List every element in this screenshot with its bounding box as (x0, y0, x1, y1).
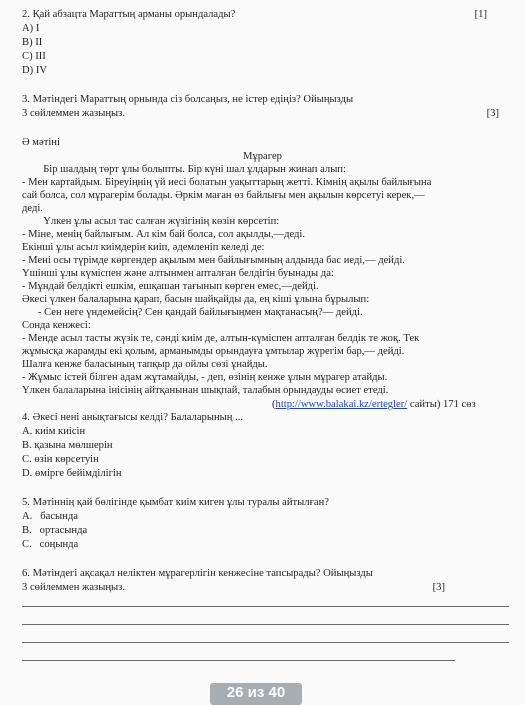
q3-line-2: 3 сөйлеммен жазыңыз. (22, 108, 125, 119)
story-line: сай болса, сол мұрагерім болады. Әркім маған өз байлығы мен ақылын көрсетуі керек,— (22, 190, 425, 201)
story-line: Шалға кенже баласының тапқыр да ойлы сөзі ұнайды. (22, 359, 268, 370)
q6-line-1: 6. Мәтіндегі ақсақал неліктен мұрагерлігін кенжесіне тапсырады? Ойыңызды (22, 568, 373, 579)
source-link[interactable]: http://www.balakai.kz/ertegler/ (275, 399, 408, 410)
story-line: - Мені осы түрімде көргендер ақылым мен байлығымның алдында бас иеді,— дейді. (22, 255, 405, 266)
q4-option-d: D. өмірге бейімділігін (22, 468, 122, 479)
answer-line (22, 660, 455, 661)
story-line: - Менде асыл тасты жүзік те, сәнді киім де, алтын-күміспен апталған белдік те жоқ. Тек (22, 333, 420, 344)
story-line: Сонда кенжесі: (22, 320, 91, 331)
story-line: жұмысқа жарамды екі қолым, арманымды орындауға ұмтылар жүрегім бар,— дейді. (22, 346, 405, 357)
q4-question: 4. Әкесі нені анықтағысы келді? Балаларының ... (22, 412, 244, 423)
story-line: Екінші ұлы асыл киімдерін киіп, әдемленіп келеді де: (22, 242, 265, 253)
answer-line (22, 606, 509, 607)
q4-option-b: B. қазына мөлшерін (22, 440, 113, 451)
story-line: Үлкен балаларына інісінің айтқанынан шықпай, талабын орындауды өсиет етеді. (22, 385, 389, 396)
answer-line (22, 642, 509, 643)
q6-mark: [3] (432, 582, 445, 593)
story-line: - Мұндай белдікті ешкім, ешқашан тағынып көрген емес,—дейді. (22, 281, 319, 292)
q4-option-a: A. киім киісін (22, 426, 86, 437)
answer-line (22, 624, 509, 625)
q2-question: 2. Қай абзацта Мараттың арманы орындалады? (22, 9, 236, 20)
q2-option-d: D) IV (22, 65, 48, 76)
story-source: (http://www.balakai.kz/ertegler/ сайты) 171 сөз (272, 399, 476, 410)
q2-option-c: C) III (22, 51, 46, 62)
text-section-label: Ә мәтіні (22, 137, 60, 148)
story-line: - Сен неге үндемейсің? Сен қандай байлығыңмен мақтанасың?— дейді. (22, 307, 363, 318)
story-line: - Мен картайдым. Біреуіңнің үй иесі болатын уақыттарың жетті. Кімнің ақылы байлығына (22, 177, 432, 188)
q3-mark: [3] (486, 108, 499, 119)
q3-line-1: 3. Мәтіндегі Мараттың орнында сіз болсаңыз, не істер едіңіз? Ойыңызды (22, 94, 354, 105)
story-line: Бір шалдың төрт ұлы болыпты. Бір күні шал ұлдарын жинап алып: (22, 164, 346, 175)
q5-question: 5. Мәтіннің қай бөлігінде қымбат киім киген ұлы туралы айтылған? (22, 497, 329, 508)
q5-option-c: C. соңында (22, 539, 79, 550)
story-line: деді. (22, 203, 43, 214)
q4-option-c: C. өзін көрсетуін (22, 454, 99, 465)
q2-option-a: A) I (22, 23, 40, 34)
q2-option-b: B) II (22, 37, 43, 48)
story-line: Үлкен ұлы асыл тас салған жүзігінің көзін көрсетіп: (22, 216, 280, 227)
q5-option-a: A. басында (22, 511, 78, 522)
q6-line-2: 3 сөйлеммен жазыңыз. (22, 582, 125, 593)
story-line: - Жұмыс істей білген адам жұтамайды, - деп, өзінің кенже ұлын мұрагер атайды. (22, 372, 388, 383)
q5-option-b: B. ортасында (22, 525, 88, 536)
story-line: - Міне, менің байлығым. Ал кім бай болса, сол ақылды,—деді. (22, 229, 306, 240)
story-line: Әкесі үлкен балаларына қарап, басын шайқайды да, ең кіші ұлына бұрылып: (22, 294, 370, 305)
story-line: Үшінші ұлы күміспен және алтынмен апталған белдігін буынады да: (22, 268, 334, 279)
page-indicator: 26 из 40 (210, 683, 302, 705)
story-title: Мұрагер (243, 151, 282, 162)
q2-mark: [1] (474, 9, 487, 20)
